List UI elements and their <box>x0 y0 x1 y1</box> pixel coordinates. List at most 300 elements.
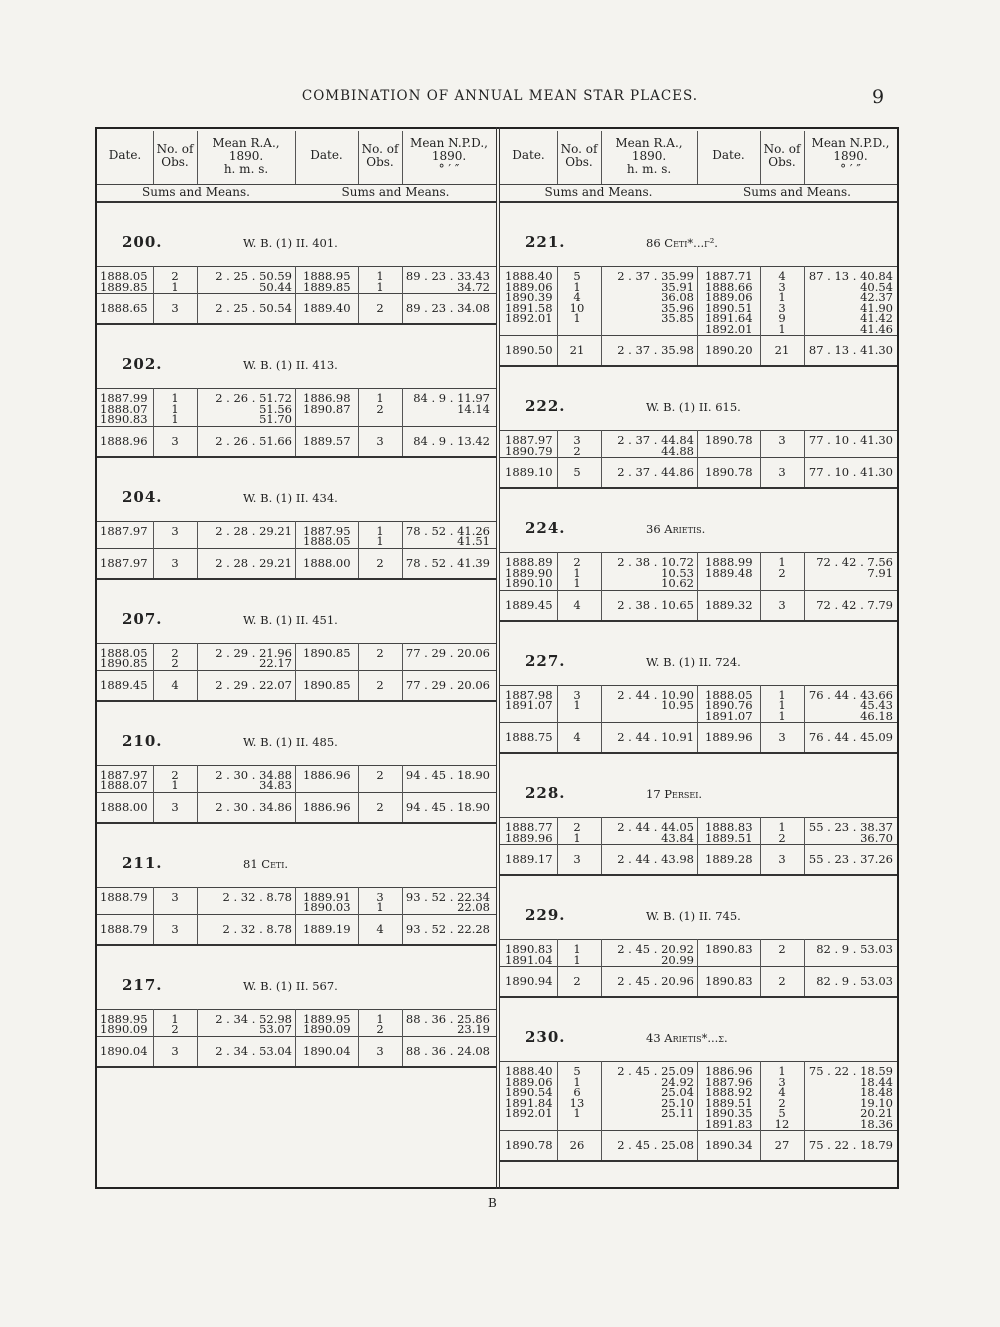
data-row-date: 1888.05 <box>705 687 753 702</box>
mean-row-obs: 21 <box>569 343 585 357</box>
mean-row-obs: 2 <box>376 555 384 570</box>
data-row-mean-npd: 18.44 <box>860 1074 893 1089</box>
mean-row-date: 1890.20 <box>705 343 753 357</box>
mean-row-mean-npd: 89 . 23 . 34.08 <box>405 301 490 315</box>
data-row-mean-ra: 35.85 <box>661 311 694 325</box>
col-divider <box>760 430 761 487</box>
data-row-date: 1891.04 <box>505 952 553 967</box>
mean-row-mean-ra: 2 . 29 . 22.07 <box>215 677 292 692</box>
mean-row-obs: 3 <box>376 1043 384 1058</box>
data-row-obs: 1 <box>171 778 179 792</box>
data-row-mean-ra: 44.88 <box>661 443 694 458</box>
mean-row-date: 1889.45 <box>505 597 553 612</box>
mean-row-date: 1889.28 <box>705 852 753 866</box>
mean-row-obs: 3 <box>171 921 179 936</box>
data-row-obs: 5 <box>573 1064 581 1078</box>
data-row-mean-npd: 72 . 42 . 7.56 <box>816 555 893 569</box>
data-row-mean-npd: 20.21 <box>860 1106 893 1120</box>
mean-row-date: 1889.32 <box>705 597 753 612</box>
data-row-obs: 1 <box>778 555 786 569</box>
data-row-obs: 12 <box>774 1116 790 1131</box>
data-row-date: 1887.96 <box>705 1074 753 1089</box>
mean-row-obs: 4 <box>573 597 581 612</box>
mean-row-date: 1888.65 <box>100 301 148 315</box>
data-row-mean-npd: 55 . 23 . 38.37 <box>808 820 893 834</box>
data-row-obs: 5 <box>778 1106 786 1120</box>
star-number: 211. <box>122 853 163 872</box>
sums-and-means-label: Sums and Means. <box>142 185 250 199</box>
star-name: 36 Arietis. <box>646 522 706 536</box>
star-name: W. B. (1) II. 745. <box>646 909 741 923</box>
star-number: 224. <box>525 519 566 537</box>
data-row-date: 1892.01 <box>705 321 753 336</box>
mean-row-mean-ra: 2 . 44 . 43.98 <box>617 852 694 866</box>
col-header-obs: No. of Obs. <box>156 142 194 169</box>
data-row-mean-npd: 36.70 <box>860 830 893 845</box>
data-row-mean-ra: 53.07 <box>259 1022 292 1036</box>
mean-row-date: 1890.94 <box>505 974 553 988</box>
col-divider <box>295 1009 296 1066</box>
mean-row-date: 1888.00 <box>303 555 351 570</box>
star-rule <box>500 685 897 686</box>
col-divider <box>760 266 761 365</box>
mean-row-obs: 3 <box>573 852 581 866</box>
data-row-mean-npd: 94 . 45 . 18.90 <box>405 767 490 782</box>
star-name: W. B. (1) II. 401. <box>243 236 338 250</box>
data-row-obs: 1 <box>376 900 384 914</box>
data-row-mean-npd: 7.91 <box>867 565 893 580</box>
mean-row-date: 1889.96 <box>705 730 753 744</box>
block-rule <box>500 752 897 754</box>
data-row-obs: 2 <box>171 767 179 782</box>
mean-row-obs: 3 <box>778 730 786 744</box>
block-rule <box>97 700 496 702</box>
star-name: W. B. (1) II. 451. <box>243 612 338 627</box>
mean-row-date: 1888.96 <box>100 433 148 448</box>
mean-row-date: 1890.04 <box>100 1043 148 1058</box>
col-divider <box>557 1061 558 1160</box>
data-row-obs: 1 <box>573 1074 581 1089</box>
data-row-mean-npd: 45.43 <box>860 698 893 712</box>
data-row-mean-ra: 2 . 30 . 34.88 <box>215 767 292 782</box>
data-row-mean-npd: 23.19 <box>457 1022 490 1036</box>
data-row-mean-ra: 2 . 38 . 10.72 <box>617 555 694 569</box>
col-divider <box>153 388 154 456</box>
mean-rule <box>500 335 897 336</box>
data-row-obs: 1 <box>171 412 179 426</box>
col-header-mean-npd: Mean N.P.D., 1890. ° ′ ″ <box>410 136 488 176</box>
col-divider <box>358 643 359 700</box>
col-header-obs: No. of Obs. <box>763 142 801 169</box>
data-row-date: 1890.85 <box>303 645 351 660</box>
mean-row-mean-npd: 76 . 44 . 45.09 <box>808 730 893 744</box>
star-number: 221. <box>525 233 566 251</box>
sums-rule <box>500 201 897 203</box>
data-row-date: 1888.83 <box>705 820 753 834</box>
data-row-mean-npd: 42.37 <box>860 290 893 304</box>
mean-row-mean-npd: 87 . 13 . 41.30 <box>808 343 893 357</box>
col-divider <box>697 939 698 996</box>
star-number: 207. <box>122 609 163 628</box>
col-divider <box>760 817 761 874</box>
star-rule <box>97 765 496 766</box>
star-name: W. B. (1) II. 567. <box>243 978 338 993</box>
data-row-obs: 3 <box>573 433 581 447</box>
mean-rule <box>97 293 496 294</box>
data-row-mean-npd: 77 . 10 . 41.30 <box>808 433 893 447</box>
data-row-obs: 13 <box>569 1095 585 1110</box>
data-row-mean-ra: 10.95 <box>661 698 694 712</box>
data-row-obs: 2 <box>573 555 581 569</box>
star-name: W. B. (1) II. 434. <box>243 490 338 505</box>
col-divider <box>557 430 558 487</box>
star-number: 229. <box>525 906 566 924</box>
data-row-obs: 1 <box>778 698 786 712</box>
data-row-mean-npd: 41.90 <box>860 300 893 315</box>
star-number: 210. <box>122 731 163 750</box>
block-rule <box>500 996 897 998</box>
mean-row-obs: 4 <box>376 921 384 936</box>
col-divider <box>557 685 558 753</box>
mean-row-date: 1890.85 <box>303 677 351 692</box>
block-rule <box>97 456 496 458</box>
mean-row-obs: 3 <box>171 433 179 448</box>
data-row-mean-npd: 76 . 44 . 43.66 <box>808 687 893 702</box>
data-row-mean-npd: 19.10 <box>860 1095 893 1110</box>
data-row-mean-npd: 34.72 <box>457 279 490 294</box>
data-row-obs: 3 <box>778 279 786 294</box>
data-row-obs: 4 <box>778 269 786 283</box>
data-row-date: 1891.64 <box>705 311 753 325</box>
data-row-obs: 1 <box>778 820 786 834</box>
mean-row-obs: 2 <box>573 974 581 988</box>
sums-and-means-label: Sums and Means. <box>743 185 851 199</box>
data-row-obs: 1 <box>171 401 179 416</box>
mean-row-obs: 5 <box>573 465 581 479</box>
star-rule <box>97 266 496 267</box>
col-divider <box>153 765 154 822</box>
data-row-obs: 2 <box>171 269 179 283</box>
data-row-date: 1890.54 <box>505 1085 553 1099</box>
data-row-date: 1887.99 <box>100 391 148 405</box>
mean-row-date: 1890.04 <box>303 1043 351 1058</box>
data-row-obs: 2 <box>376 401 384 416</box>
mean-row-obs: 3 <box>778 465 786 479</box>
data-row-mean-ra: 2 . 45 . 20.92 <box>617 942 694 956</box>
data-row-mean-npd: 41.46 <box>860 321 893 336</box>
data-row-date: 1886.98 <box>303 391 351 405</box>
mean-row-date: 1889.40 <box>303 301 351 315</box>
data-row-obs: 1 <box>376 534 384 548</box>
mean-row-date: 1890.50 <box>505 343 553 357</box>
col-divider <box>358 388 359 456</box>
data-row-date: 1891.83 <box>705 1116 753 1131</box>
page-number: 9 <box>872 86 885 108</box>
data-row-date: 1891.84 <box>505 1095 553 1110</box>
data-row-date: 1889.85 <box>100 279 148 294</box>
mean-row-obs: 3 <box>171 1043 179 1058</box>
data-row-date: 1888.77 <box>505 820 553 834</box>
data-row-mean-ra: 2 . 26 . 51.72 <box>215 391 292 405</box>
col-divider <box>760 552 761 620</box>
col-divider <box>153 521 154 578</box>
block-rule <box>500 365 897 367</box>
star-number: 230. <box>525 1028 566 1046</box>
data-row-mean-npd: 22.08 <box>457 900 490 914</box>
sums-and-means-label: Sums and Means. <box>544 185 653 199</box>
mean-row-date: 1889.57 <box>303 433 351 448</box>
block-rule <box>97 822 496 824</box>
data-row-date: 1887.98 <box>505 687 553 702</box>
data-row-mean-npd: 18.36 <box>860 1116 893 1131</box>
data-row-date: 1889.48 <box>705 565 753 580</box>
mean-row-mean-ra: 2 . 37 . 35.98 <box>617 343 694 357</box>
data-row-date: 1886.96 <box>705 1064 753 1078</box>
col-header-date: Date. <box>108 148 142 162</box>
data-row-obs: 1 <box>778 321 786 336</box>
data-row-obs: 1 <box>573 830 581 845</box>
block-rule <box>97 323 496 325</box>
data-row-mean-ra: 10.53 <box>661 565 694 580</box>
data-row-obs: 2 <box>376 767 384 782</box>
col-divider <box>557 817 558 874</box>
data-row-mean-npd: 40.54 <box>860 279 893 294</box>
mean-row-date: 1889.45 <box>100 677 148 692</box>
col-divider <box>697 1061 698 1160</box>
mean-row-mean-ra: 2 . 45 . 25.08 <box>617 1138 694 1152</box>
data-row-date: 1890.09 <box>303 1022 351 1036</box>
star-rule <box>97 521 496 522</box>
data-row-date: 1888.05 <box>100 645 148 660</box>
data-row-obs: 1 <box>376 1011 384 1026</box>
mean-row-date: 1890.78 <box>505 1138 553 1152</box>
data-row-date: 1887.97 <box>505 433 553 447</box>
data-row-mean-npd: 46.18 <box>860 708 893 723</box>
data-row-obs: 1 <box>573 698 581 712</box>
data-row-mean-npd: 41.42 <box>860 311 893 325</box>
data-row-date: 1887.71 <box>705 269 753 283</box>
data-row-mean-ra: 2 . 37 . 35.99 <box>617 269 694 283</box>
data-row-mean-ra: 24.92 <box>661 1074 694 1089</box>
data-row-mean-npd: 84 . 9 . 11.97 <box>413 391 490 405</box>
sums-rule <box>97 201 496 203</box>
col-divider <box>295 521 296 578</box>
mean-row-mean-npd: 55 . 23 . 37.26 <box>808 852 893 866</box>
data-row-mean-npd: 18.48 <box>860 1085 893 1099</box>
col-divider <box>697 430 698 487</box>
mean-row-obs: 3 <box>778 597 786 612</box>
data-row-date: 1888.40 <box>505 269 553 283</box>
mean-rule <box>500 457 897 458</box>
col-divider <box>557 939 558 996</box>
mean-rule <box>97 792 496 793</box>
data-row-date: 1889.51 <box>705 1095 753 1110</box>
data-row-obs: 3 <box>778 433 786 447</box>
star-number: 202. <box>122 355 163 373</box>
running-head: COMBINATION OF ANNUAL MEAN STAR PLACES. <box>301 88 699 104</box>
data-row-obs: 5 <box>573 269 581 283</box>
data-row-obs: 1 <box>573 311 581 325</box>
data-row-obs: 1 <box>171 279 179 294</box>
mean-row-obs: 2 <box>376 799 384 814</box>
mean-row-mean-npd: 94 . 45 . 18.90 <box>405 799 490 814</box>
mean-row-date: 1889.10 <box>505 465 553 479</box>
mean-rule <box>500 722 897 723</box>
data-row-mean-ra: 35.91 <box>661 279 694 294</box>
data-row-mean-npd: 41.51 <box>457 534 490 548</box>
mean-rule <box>97 670 496 671</box>
block-rule <box>97 944 496 946</box>
col-header-obs: No. of Obs. <box>361 142 399 169</box>
data-row-date: 1889.91 <box>303 889 351 904</box>
data-row-obs: 2 <box>171 1022 179 1036</box>
data-row-date: 1886.96 <box>303 767 351 782</box>
mean-row-mean-npd: 77 . 29 . 20.06 <box>405 677 490 692</box>
col-divider <box>760 939 761 996</box>
data-row-date: 1890.87 <box>303 401 351 416</box>
data-row-mean-ra: 25.10 <box>661 1095 694 1110</box>
mean-row-mean-ra: 2 . 26 . 51.66 <box>215 433 292 448</box>
data-row-obs: 2 <box>171 645 179 660</box>
mean-row-mean-ra: 2 . 28 . 29.21 <box>215 555 292 570</box>
data-row-date: 1887.97 <box>100 767 148 782</box>
data-row-obs: 1 <box>778 687 786 702</box>
mean-row-obs: 3 <box>171 301 179 315</box>
star-name: 17 Persei. <box>646 787 703 801</box>
col-divider <box>153 266 154 323</box>
col-divider <box>358 266 359 323</box>
star-rule <box>500 552 897 553</box>
data-row-date: 1890.83 <box>505 942 553 956</box>
data-row-date: 1888.40 <box>505 1064 553 1078</box>
data-row-date: 1887.97 <box>100 523 148 538</box>
data-row-obs: 4 <box>778 1085 786 1099</box>
col-header-date: Date. <box>712 148 745 162</box>
data-row-mean-npd: 75 . 22 . 18.59 <box>808 1064 893 1078</box>
col-divider <box>295 765 296 822</box>
block-rule <box>500 1160 897 1162</box>
mean-row-obs: 26 <box>569 1138 585 1152</box>
star-name: W. B. (1) II. 615. <box>646 400 741 414</box>
data-row-obs: 3 <box>778 1074 786 1089</box>
block-rule <box>500 487 897 489</box>
data-row-mean-npd: 14.14 <box>457 401 490 416</box>
star-number: 200. <box>122 233 163 251</box>
data-row-obs: 6 <box>573 1085 581 1099</box>
data-row-date: 1888.95 <box>303 269 351 283</box>
star-number: 222. <box>525 397 566 415</box>
data-row-date: 1890.83 <box>705 942 753 956</box>
data-row-date: 1888.07 <box>100 401 148 416</box>
data-row-obs: 3 <box>573 687 581 702</box>
col-divider <box>358 887 359 944</box>
mean-row-mean-npd: 75 . 22 . 18.79 <box>808 1138 893 1152</box>
data-row-mean-ra: 20.99 <box>661 952 694 967</box>
data-row-date: 1889.85 <box>303 279 351 294</box>
data-row-obs: 1 <box>778 708 786 723</box>
data-row-date: 1890.78 <box>705 433 753 447</box>
mean-rule <box>97 426 496 427</box>
star-number: 204. <box>122 487 163 506</box>
col-divider <box>358 521 359 578</box>
star-rule <box>500 817 897 818</box>
data-row-obs: 3 <box>171 889 179 904</box>
data-row-mean-ra: 43.84 <box>661 830 694 845</box>
data-row-obs: 2 <box>376 1022 384 1036</box>
data-row-obs: 3 <box>778 300 786 315</box>
mean-row-mean-ra: 2 . 44 . 10.91 <box>617 730 694 744</box>
data-row-date: 1888.79 <box>100 889 148 904</box>
data-row-obs: 1 <box>573 1106 581 1120</box>
star-name: 43 Arietis*...σ. <box>646 1031 728 1045</box>
col-divider <box>295 643 296 700</box>
data-row-mean-npd: 89 . 23 . 33.43 <box>405 269 490 283</box>
data-row-obs: 9 <box>778 311 786 325</box>
col-divider <box>295 388 296 456</box>
data-row-obs: 2 <box>778 565 786 580</box>
data-row-date: 1890.35 <box>705 1106 753 1120</box>
data-row-date: 1888.92 <box>705 1085 753 1099</box>
mean-row-date: 1890.83 <box>705 974 753 988</box>
data-row-date: 1890.10 <box>505 576 553 590</box>
data-row-obs: 1 <box>376 279 384 294</box>
mean-rule <box>500 590 897 591</box>
data-row-obs: 2 <box>171 656 179 670</box>
data-row-obs: 1 <box>376 391 384 405</box>
col-header-mean-ra: Mean R.A., 1890. h. m. s. <box>212 136 280 176</box>
mean-row-mean-npd: 77 . 10 . 41.30 <box>808 465 893 479</box>
data-row-mean-ra: 2 . 29 . 21.96 <box>215 645 292 660</box>
data-row-obs: 1 <box>376 269 384 283</box>
block-rule <box>97 578 496 580</box>
data-row-mean-ra: 2 . 32 . 8.78 <box>222 889 292 904</box>
center-divider <box>496 127 500 1189</box>
data-row-mean-npd: 82 . 9 . 53.03 <box>816 942 893 956</box>
star-rule <box>500 939 897 940</box>
col-divider <box>697 266 698 365</box>
mean-row-obs: 21 <box>774 343 790 357</box>
data-row-mean-ra: 25.04 <box>661 1085 694 1099</box>
data-row-mean-ra: 22.17 <box>259 656 292 670</box>
data-row-obs: 2 <box>376 645 384 660</box>
data-row-mean-ra: 2 . 45 . 25.09 <box>617 1064 694 1078</box>
mean-row-date: 1888.79 <box>100 921 148 936</box>
data-row-date: 1889.96 <box>505 830 553 845</box>
data-row-obs: 3 <box>376 889 384 904</box>
data-row-date: 1887.95 <box>303 523 351 538</box>
data-row-mean-ra: 2 . 28 . 29.21 <box>215 523 292 538</box>
data-row-mean-ra: 2 . 44 . 10.90 <box>617 687 694 702</box>
mean-row-obs: 2 <box>376 301 384 315</box>
data-row-date: 1889.06 <box>705 290 753 304</box>
data-row-date: 1891.07 <box>705 708 753 723</box>
data-row-date: 1891.58 <box>505 300 553 315</box>
data-row-date: 1890.09 <box>100 1022 148 1036</box>
col-divider <box>697 817 698 874</box>
data-row-mean-ra: 35.96 <box>661 300 694 315</box>
data-row-obs: 1 <box>376 523 384 538</box>
data-row-date: 1890.03 <box>303 900 351 914</box>
mean-row-mean-npd: 88 . 36 . 24.08 <box>405 1043 490 1058</box>
mean-row-date: 1888.00 <box>100 799 148 814</box>
mean-row-date: 1887.97 <box>100 555 148 570</box>
data-row-obs: 1 <box>573 565 581 580</box>
mean-row-mean-ra: 2 . 45 . 20.96 <box>617 974 694 988</box>
data-row-date: 1888.99 <box>705 555 753 569</box>
star-rule <box>500 266 897 267</box>
data-row-date: 1892.01 <box>505 1106 553 1120</box>
mean-row-date: 1886.96 <box>303 799 351 814</box>
